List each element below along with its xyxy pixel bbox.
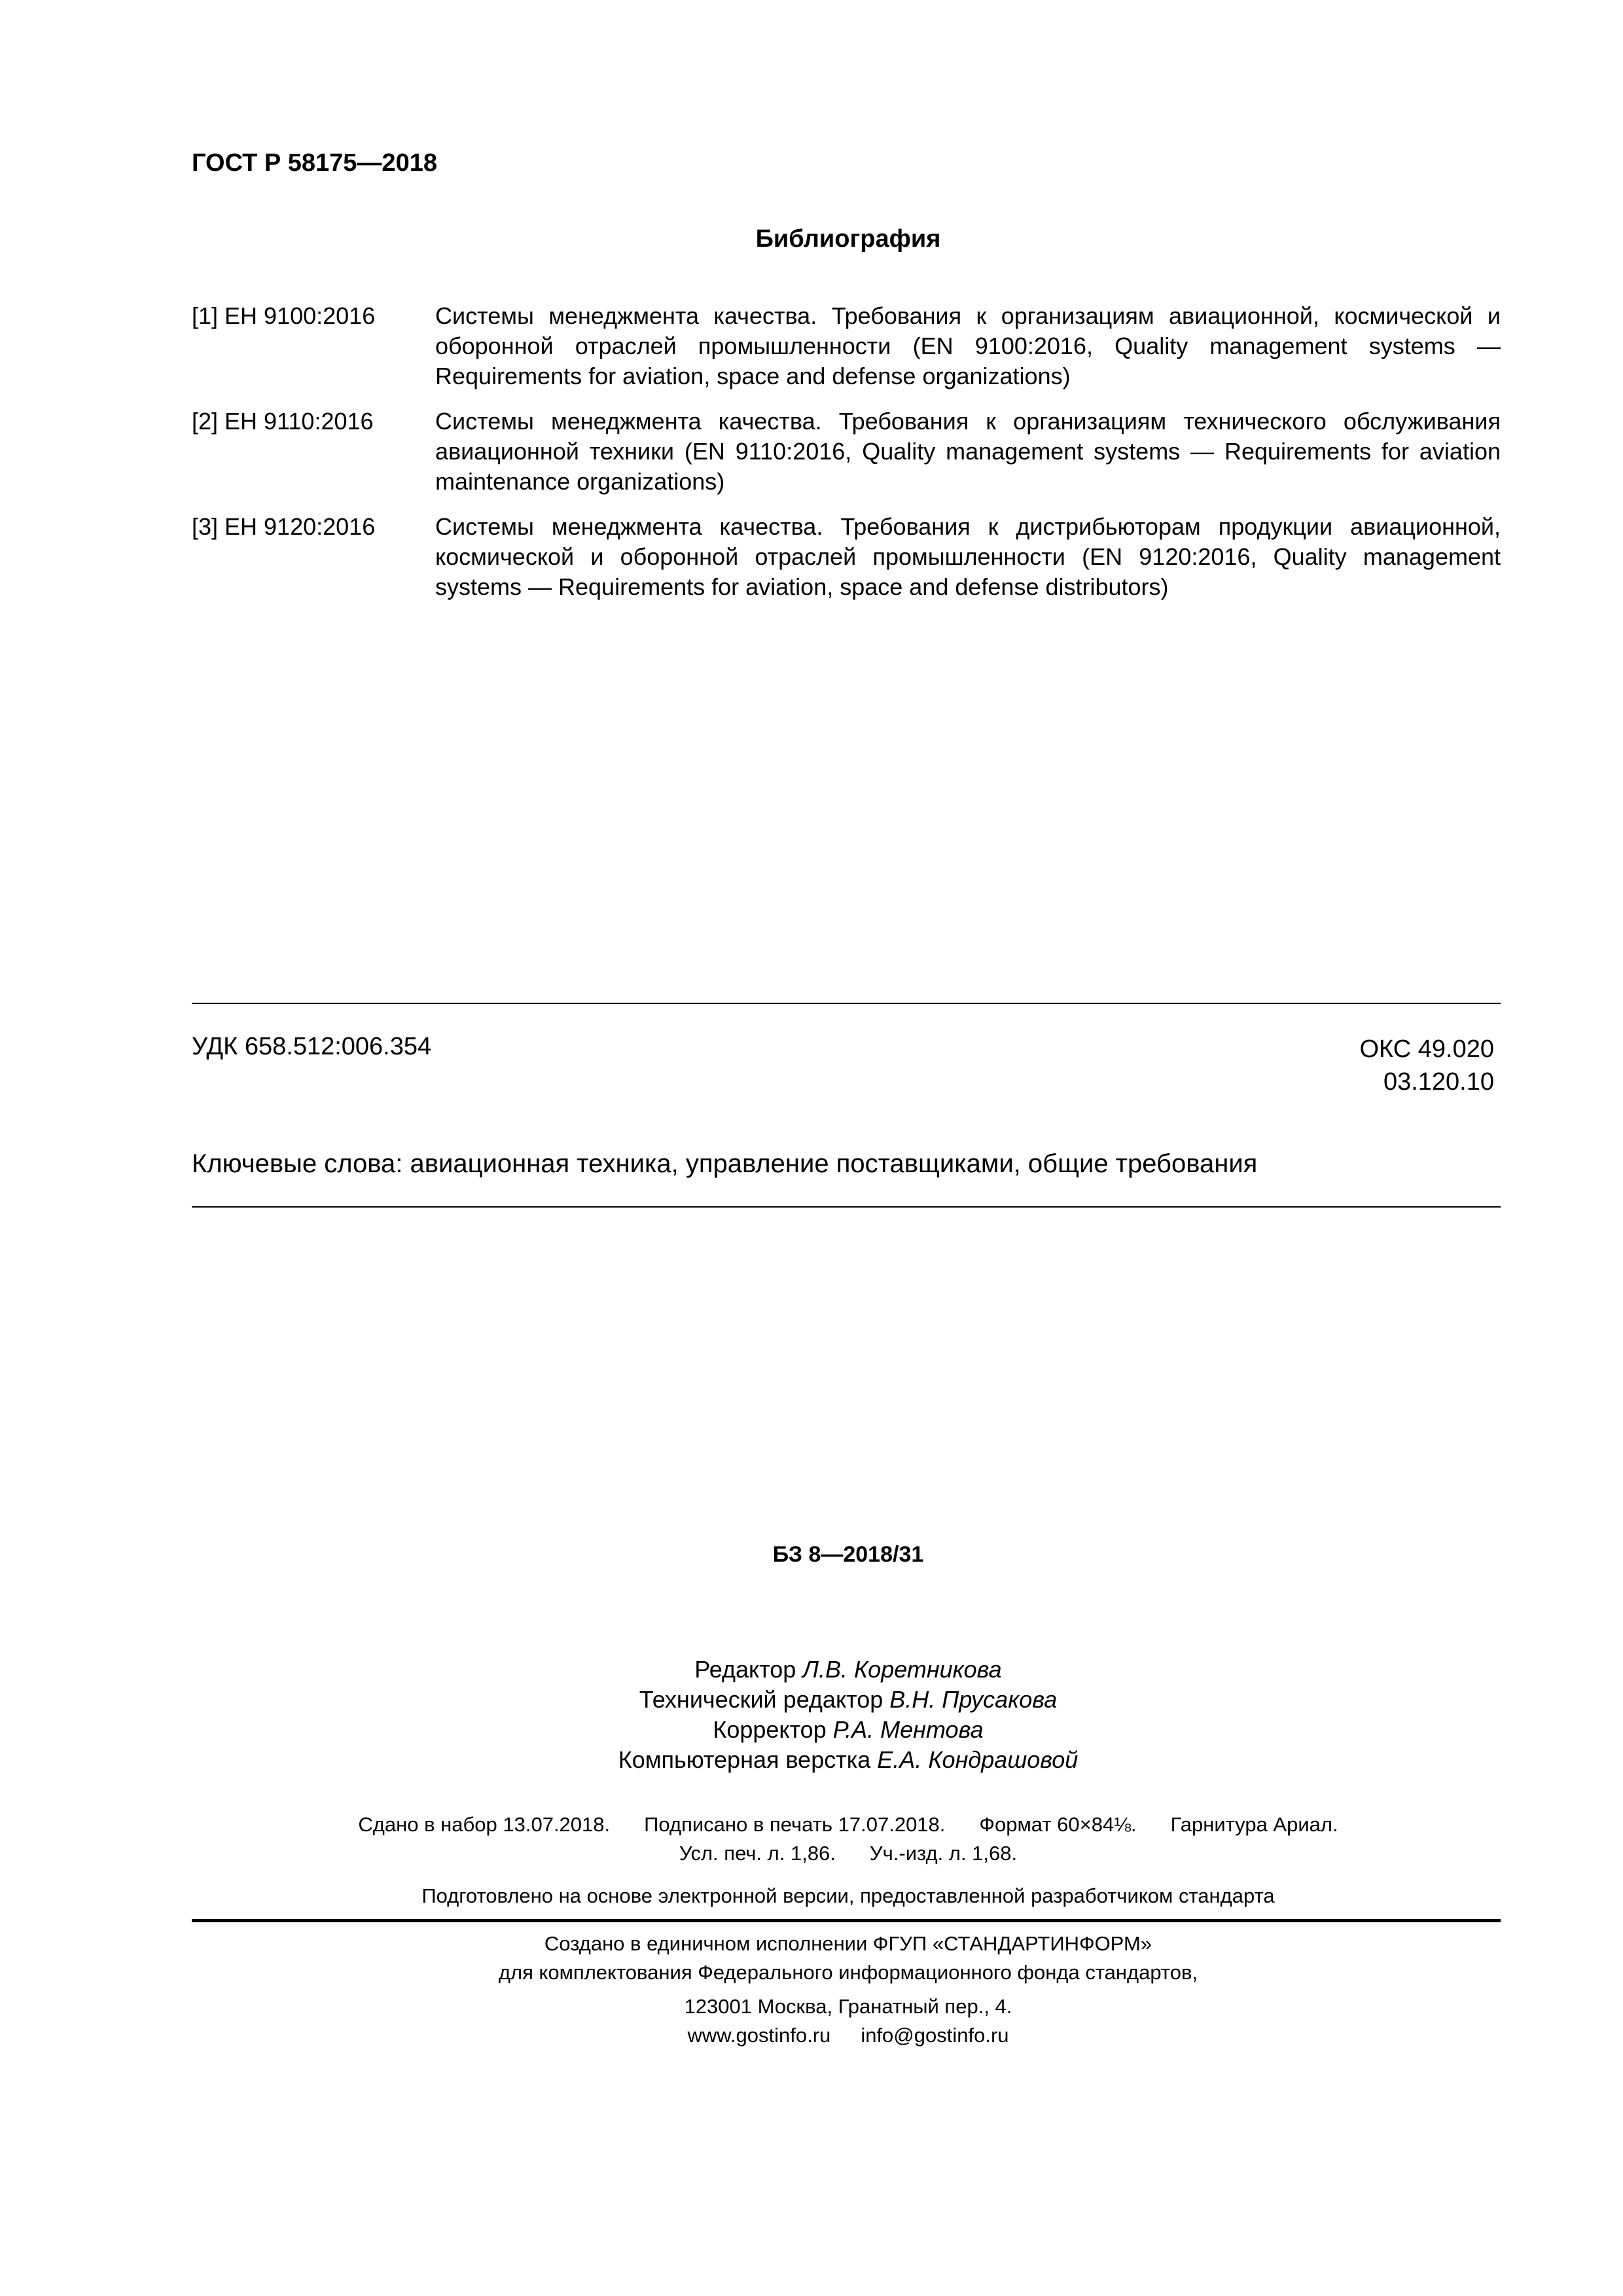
bibliography-list	[192, 301, 1501, 617]
publication-sheets: Уч.-изд. л. 1,68.	[869, 1842, 1018, 1865]
print-sheets: Усл. печ. л. 1,86.	[679, 1842, 836, 1865]
bibliography-ref: [1] ЕН 9100:2016	[192, 302, 376, 329]
bibliography-ref: [2] ЕН 9110:2016	[192, 408, 374, 435]
bibliography-entry	[192, 406, 1501, 497]
contact-info	[0, 1992, 1623, 2050]
bibliography-title: Библиография	[755, 225, 941, 253]
publisher-line-2: для комплектования Федерального информационного фонда стандартов,	[498, 1961, 1198, 1984]
editor-line	[0, 1655, 1623, 1685]
bibliography-text: Системы менеджмента качества. Требования к организациям авиационной, космической и оборонной отраслей промышленности (EN 9100:2016, Quality management systems — Requirements for aviation, space and defense organizations)	[435, 302, 1501, 389]
keywords-divider	[192, 1206, 1501, 1208]
print-details	[0, 1810, 1623, 1868]
bibliography-entry	[192, 301, 1501, 391]
credits	[0, 1655, 1623, 1775]
paper-format: Формат 60×84⅛.	[979, 1813, 1137, 1836]
bibliography-text: Системы менеджмента качества. Требования к дистрибьюторам продукции авиационной, космической и оборонной отраслей промышленности (EN 9120:2016, Quality management systems — Requirements for aviation, space and defense distributors)	[435, 513, 1501, 600]
print-details-line-2	[0, 1839, 1623, 1868]
layout-label: Компьютерная верстка	[618, 1746, 871, 1773]
bz-number: БЗ 8—2018/31	[772, 1542, 924, 1567]
signed-date: Подписано в печать 17.07.2018.	[644, 1813, 946, 1836]
typeset-date: Сдано в набор 13.07.2018.	[358, 1813, 611, 1836]
publisher-info	[0, 1929, 1623, 1987]
website-link[interactable]: www.gostinfo.ru	[687, 2024, 831, 2047]
layout-line	[0, 1745, 1623, 1775]
web-contacts	[0, 2021, 1623, 2050]
editor-name: Л.В. Коретникова	[802, 1656, 1002, 1683]
bibliography-entry	[192, 512, 1501, 602]
tech-editor-name: В.Н. Прусакова	[889, 1686, 1058, 1713]
udc-code: УДК 658.512:006.354	[192, 1033, 432, 1060]
corrector-name: Р.А. Ментова	[832, 1716, 984, 1743]
editor-label: Редактор	[694, 1656, 796, 1683]
oks-code-primary: ОКС 49.020	[1359, 1035, 1494, 1063]
bibliography-text: Системы менеджмента качества. Требования к организациям технического обслуживания авиационной техники (EN 9110:2016, Quality management systems — Requirements for aviation maintenance organizations)	[435, 408, 1501, 495]
typeface: Гарнитура Ариал.	[1170, 1813, 1338, 1836]
oks-code-secondary: 03.120.10	[1383, 1068, 1494, 1096]
document-code: ГОСТ Р 58175—2018	[192, 149, 437, 177]
top-divider	[192, 1003, 1501, 1004]
tech-editor-line	[0, 1685, 1623, 1715]
bibliography-ref: [3] ЕН 9120:2016	[192, 513, 376, 540]
oks-codes	[1239, 1033, 1494, 1098]
layout-name: Е.А. Кондрашовой	[877, 1746, 1079, 1773]
publisher-line-1: Создано в единичном исполнении ФГУП «СТАНДАРТИНФОРМ»	[544, 1932, 1152, 1955]
prepared-note: Подготовлено на основе электронной версии, предоставленной разработчиком стандарта	[421, 1884, 1275, 1907]
corrector-label: Корректор	[713, 1716, 827, 1743]
keywords: Ключевые слова: авиационная техника, управление поставщиками, общие требования	[192, 1149, 1258, 1178]
corrector-line	[0, 1715, 1623, 1745]
publisher-divider	[192, 1919, 1501, 1922]
postal-address: 123001 Москва, Гранатный пер., 4.	[684, 1995, 1012, 2018]
email-link[interactable]: info@gostinfo.ru	[861, 2024, 1009, 2047]
tech-editor-label: Технический редактор	[639, 1686, 883, 1713]
print-details-line-1	[0, 1810, 1623, 1839]
